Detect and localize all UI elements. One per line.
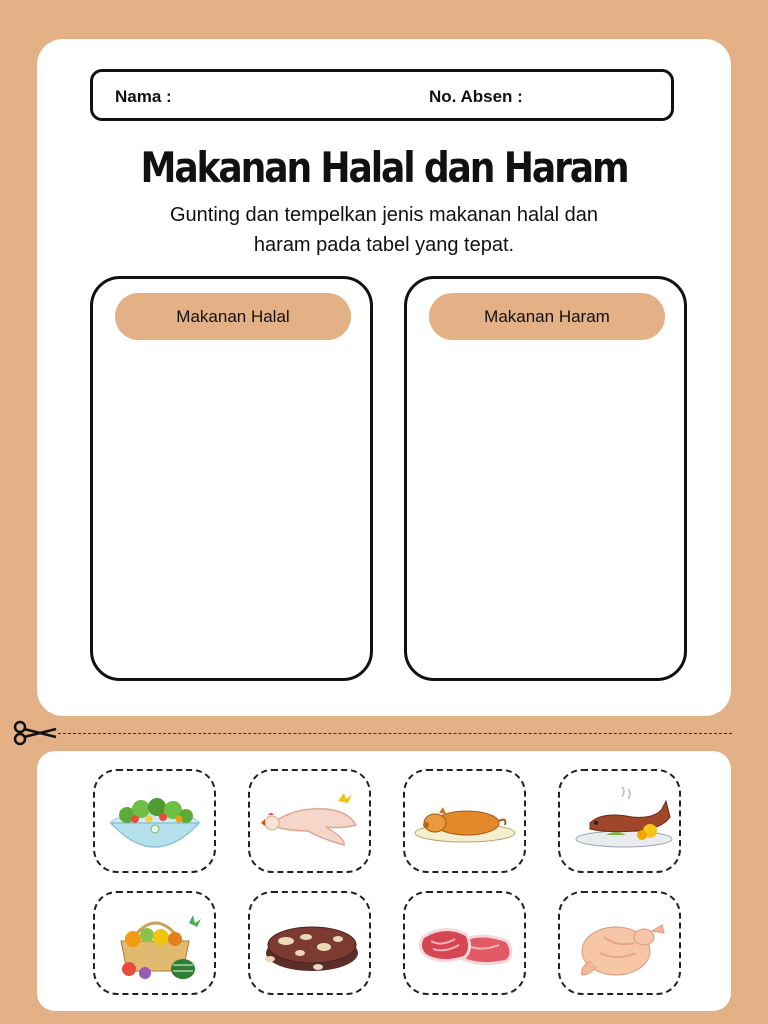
- pork-steak-icon: [256, 901, 364, 987]
- scissors-icon: [12, 720, 58, 746]
- worksheet: [37, 39, 731, 716]
- card-raw-meat[interactable]: [403, 891, 526, 995]
- card-salad[interactable]: [93, 769, 216, 873]
- card-fruit-basket[interactable]: [93, 891, 216, 995]
- halal-drop-zone[interactable]: [90, 276, 373, 681]
- cut-out-tray: [37, 751, 731, 1011]
- card-raw-poultry[interactable]: [558, 891, 681, 995]
- roasted-pig-icon: [411, 779, 519, 865]
- card-roasted-pig[interactable]: [403, 769, 526, 873]
- raw-meat-slices-icon: [411, 901, 519, 987]
- name-field-box[interactable]: [90, 69, 674, 121]
- salad-bowl-icon: [101, 779, 209, 865]
- cut-line: [58, 733, 732, 734]
- halal-header: Makanan Halal: [115, 293, 351, 340]
- card-roasted-boar[interactable]: [558, 769, 681, 873]
- roasted-boar-icon: [566, 779, 674, 865]
- instruction-line-2: haram pada tabel yang tepat.: [253, 234, 515, 256]
- card-pork-steak[interactable]: [248, 891, 371, 995]
- page-title: Makanan Halal dan Haram: [140, 143, 628, 192]
- raw-poultry-icon: [566, 901, 674, 987]
- raw-chicken-icon: [256, 779, 364, 865]
- absen-label: No. Absen :: [429, 87, 523, 106]
- haram-drop-zone[interactable]: [404, 276, 687, 681]
- haram-header: Makanan Haram: [429, 293, 665, 340]
- instruction-text: [37, 200, 731, 260]
- fruit-basket-icon: [101, 901, 209, 987]
- card-raw-chicken[interactable]: [248, 769, 371, 873]
- name-label: Nama :: [115, 87, 172, 106]
- instruction-line-1: Gunting dan tempelkan jenis makanan halal dan: [169, 204, 599, 226]
